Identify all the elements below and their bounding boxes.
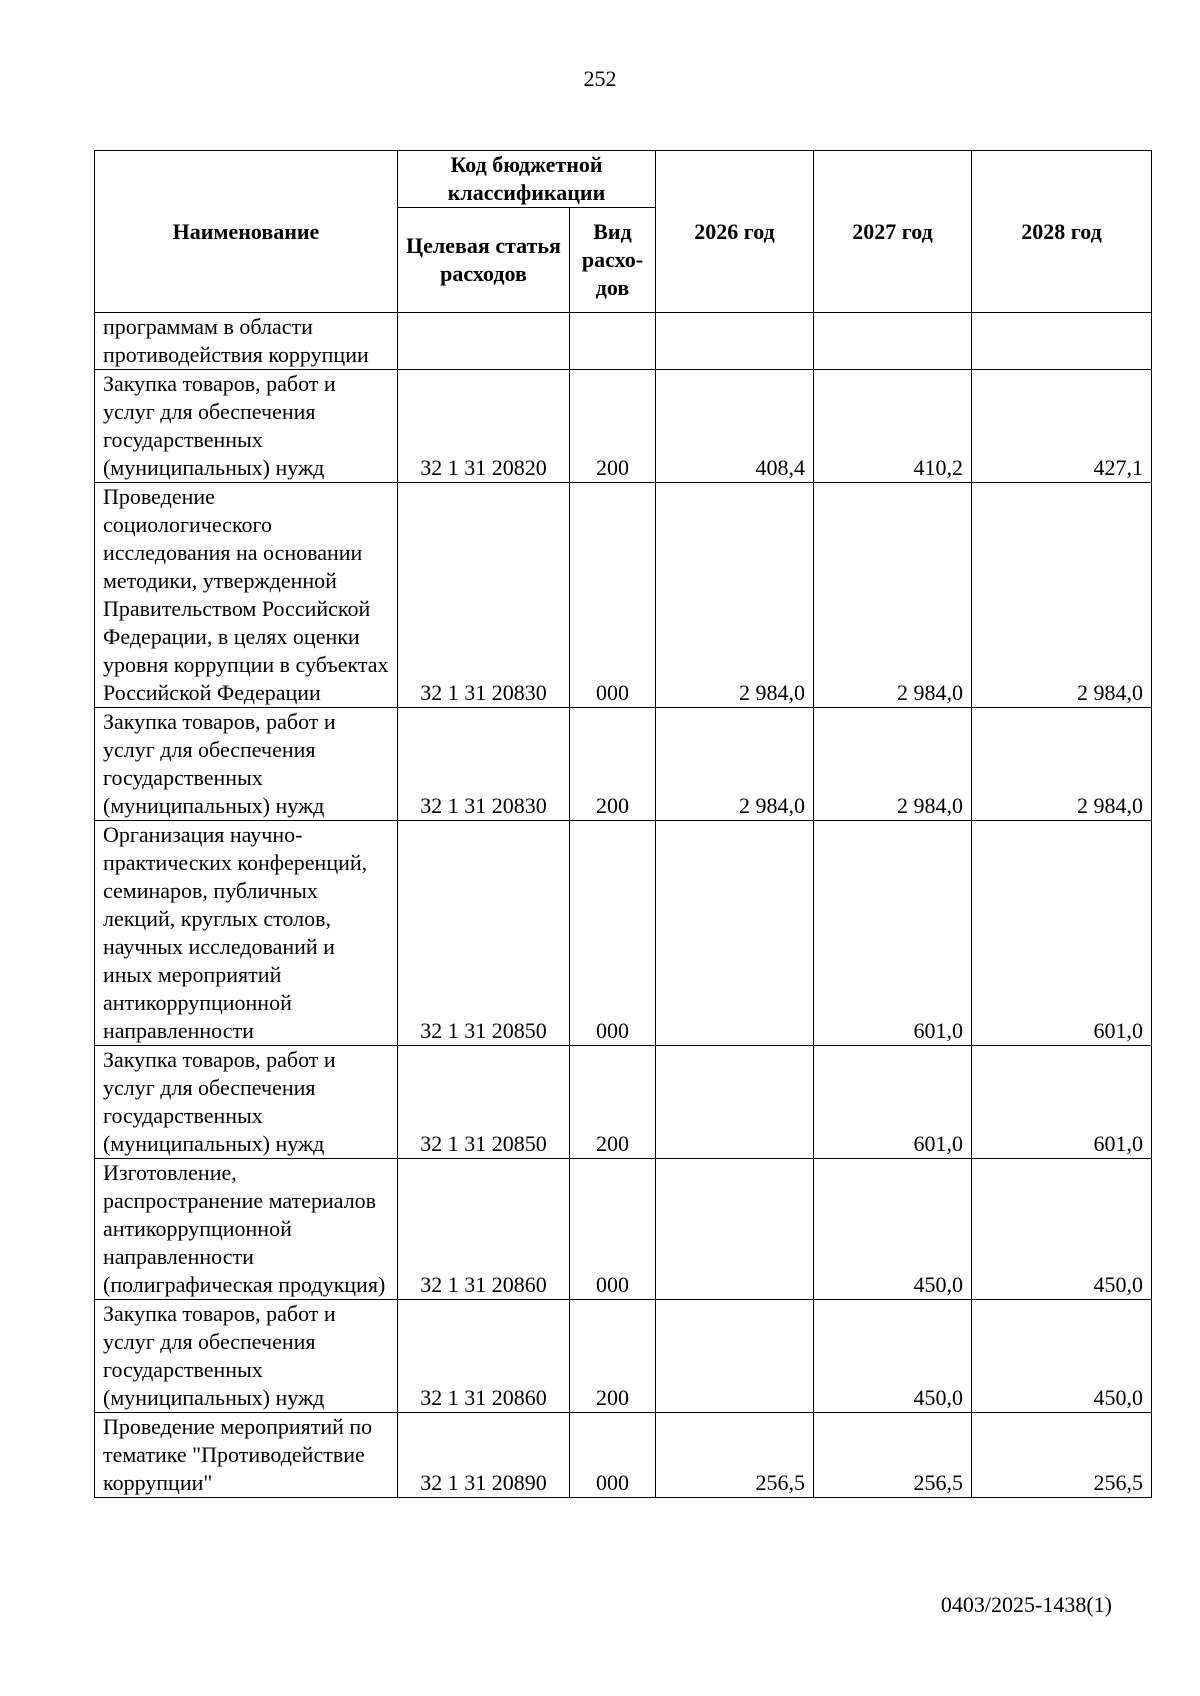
row-name: Проведение мероприятий по тематике "Противодействие коррупции" <box>95 1413 398 1498</box>
table-row <box>95 1046 1152 1159</box>
table-row <box>95 313 1152 370</box>
row-value-2027: 450,0 <box>814 1159 972 1300</box>
row-expense-type: 000 <box>570 483 656 708</box>
table-body <box>95 313 1152 1498</box>
row-value-2026 <box>656 1300 814 1413</box>
row-target-article-code: 32 1 31 20860 <box>398 1159 570 1300</box>
header-code-group: Код бюджетной классификации <box>398 151 656 208</box>
row-value-2028: 256,5 <box>972 1413 1152 1498</box>
table-row <box>95 1159 1152 1300</box>
table-row <box>95 370 1152 483</box>
row-value-2027: 601,0 <box>814 1046 972 1159</box>
row-value-2028 <box>972 313 1152 370</box>
row-value-2026: 408,4 <box>656 370 814 483</box>
row-expense-type: 200 <box>570 370 656 483</box>
row-value-2026 <box>656 821 814 1046</box>
row-value-2028: 450,0 <box>972 1159 1152 1300</box>
row-expense-type: 000 <box>570 1159 656 1300</box>
row-value-2027: 2 984,0 <box>814 708 972 821</box>
row-expense-type <box>570 313 656 370</box>
row-name: Закупка товаров, работ и услуг для обеспечения государственных (муниципальных) нужд <box>95 370 398 483</box>
header-name: Наименование <box>95 151 398 313</box>
table-row <box>95 821 1152 1046</box>
row-value-2026: 256,5 <box>656 1413 814 1498</box>
row-value-2028: 450,0 <box>972 1300 1152 1413</box>
row-name: Изготовление, распространение материалов антикоррупционной направленности (полиграфическая продукция) <box>95 1159 398 1300</box>
table-row <box>95 1300 1152 1413</box>
row-value-2026: 2 984,0 <box>656 483 814 708</box>
row-expense-type: 200 <box>570 1046 656 1159</box>
row-value-2027: 601,0 <box>814 821 972 1046</box>
row-value-2028: 601,0 <box>972 1046 1152 1159</box>
row-value-2028: 601,0 <box>972 821 1152 1046</box>
row-name: Закупка товаров, работ и услуг для обеспечения государственных (муниципальных) нужд <box>95 1300 398 1413</box>
row-name: Закупка товаров, работ и услуг для обеспечения государственных (муниципальных) нужд <box>95 708 398 821</box>
row-value-2026 <box>656 1159 814 1300</box>
header-year-2028: 2028 год <box>972 151 1152 313</box>
row-target-article-code: 32 1 31 20850 <box>398 1046 570 1159</box>
budget-table <box>94 150 1152 1498</box>
row-value-2027 <box>814 313 972 370</box>
row-target-article-code: 32 1 31 20860 <box>398 1300 570 1413</box>
table-header <box>95 151 1152 313</box>
table-row <box>95 483 1152 708</box>
row-target-article-code: 32 1 31 20850 <box>398 821 570 1046</box>
row-name: Закупка товаров, работ и услуг для обеспечения государственных (муниципальных) нужд <box>95 1046 398 1159</box>
row-value-2026 <box>656 313 814 370</box>
document-reference: 0403/2025-1438(1) <box>940 1592 1112 1617</box>
header-expense-type: Вид расхо-дов <box>570 208 656 313</box>
row-value-2028: 2 984,0 <box>972 483 1152 708</box>
row-value-2027: 256,5 <box>814 1413 972 1498</box>
row-expense-type: 200 <box>570 708 656 821</box>
row-target-article-code: 32 1 31 20890 <box>398 1413 570 1498</box>
row-target-article-code: 32 1 31 20820 <box>398 370 570 483</box>
row-target-article-code <box>398 313 570 370</box>
row-value-2028: 427,1 <box>972 370 1152 483</box>
row-target-article-code: 32 1 31 20830 <box>398 708 570 821</box>
row-value-2027: 450,0 <box>814 1300 972 1413</box>
header-target-article: Целевая статья расходов <box>398 208 570 313</box>
row-name: программам в области противодействия коррупции <box>95 313 398 370</box>
page-number: 252 <box>583 66 617 91</box>
row-value-2028: 2 984,0 <box>972 708 1152 821</box>
row-expense-type: 000 <box>570 821 656 1046</box>
row-value-2026 <box>656 1046 814 1159</box>
row-expense-type: 200 <box>570 1300 656 1413</box>
row-value-2027: 410,2 <box>814 370 972 483</box>
row-value-2026: 2 984,0 <box>656 708 814 821</box>
row-value-2027: 2 984,0 <box>814 483 972 708</box>
header-year-2027: 2027 год <box>814 151 972 313</box>
table-row <box>95 708 1152 821</box>
row-name: Организация научно-практических конференций, семинаров, публичных лекций, круглых столов, научных исследований и иных мероприятий антикоррупционной направленности <box>95 821 398 1046</box>
row-expense-type: 000 <box>570 1413 656 1498</box>
row-name: Проведение социологического исследования на основании методики, утвержденной Правительством Российской Федерации, в целях оценки уровня коррупции в субъектах Российской Федерации <box>95 483 398 708</box>
table-row <box>95 1413 1152 1498</box>
row-target-article-code: 32 1 31 20830 <box>398 483 570 708</box>
header-year-2026: 2026 год <box>656 151 814 313</box>
